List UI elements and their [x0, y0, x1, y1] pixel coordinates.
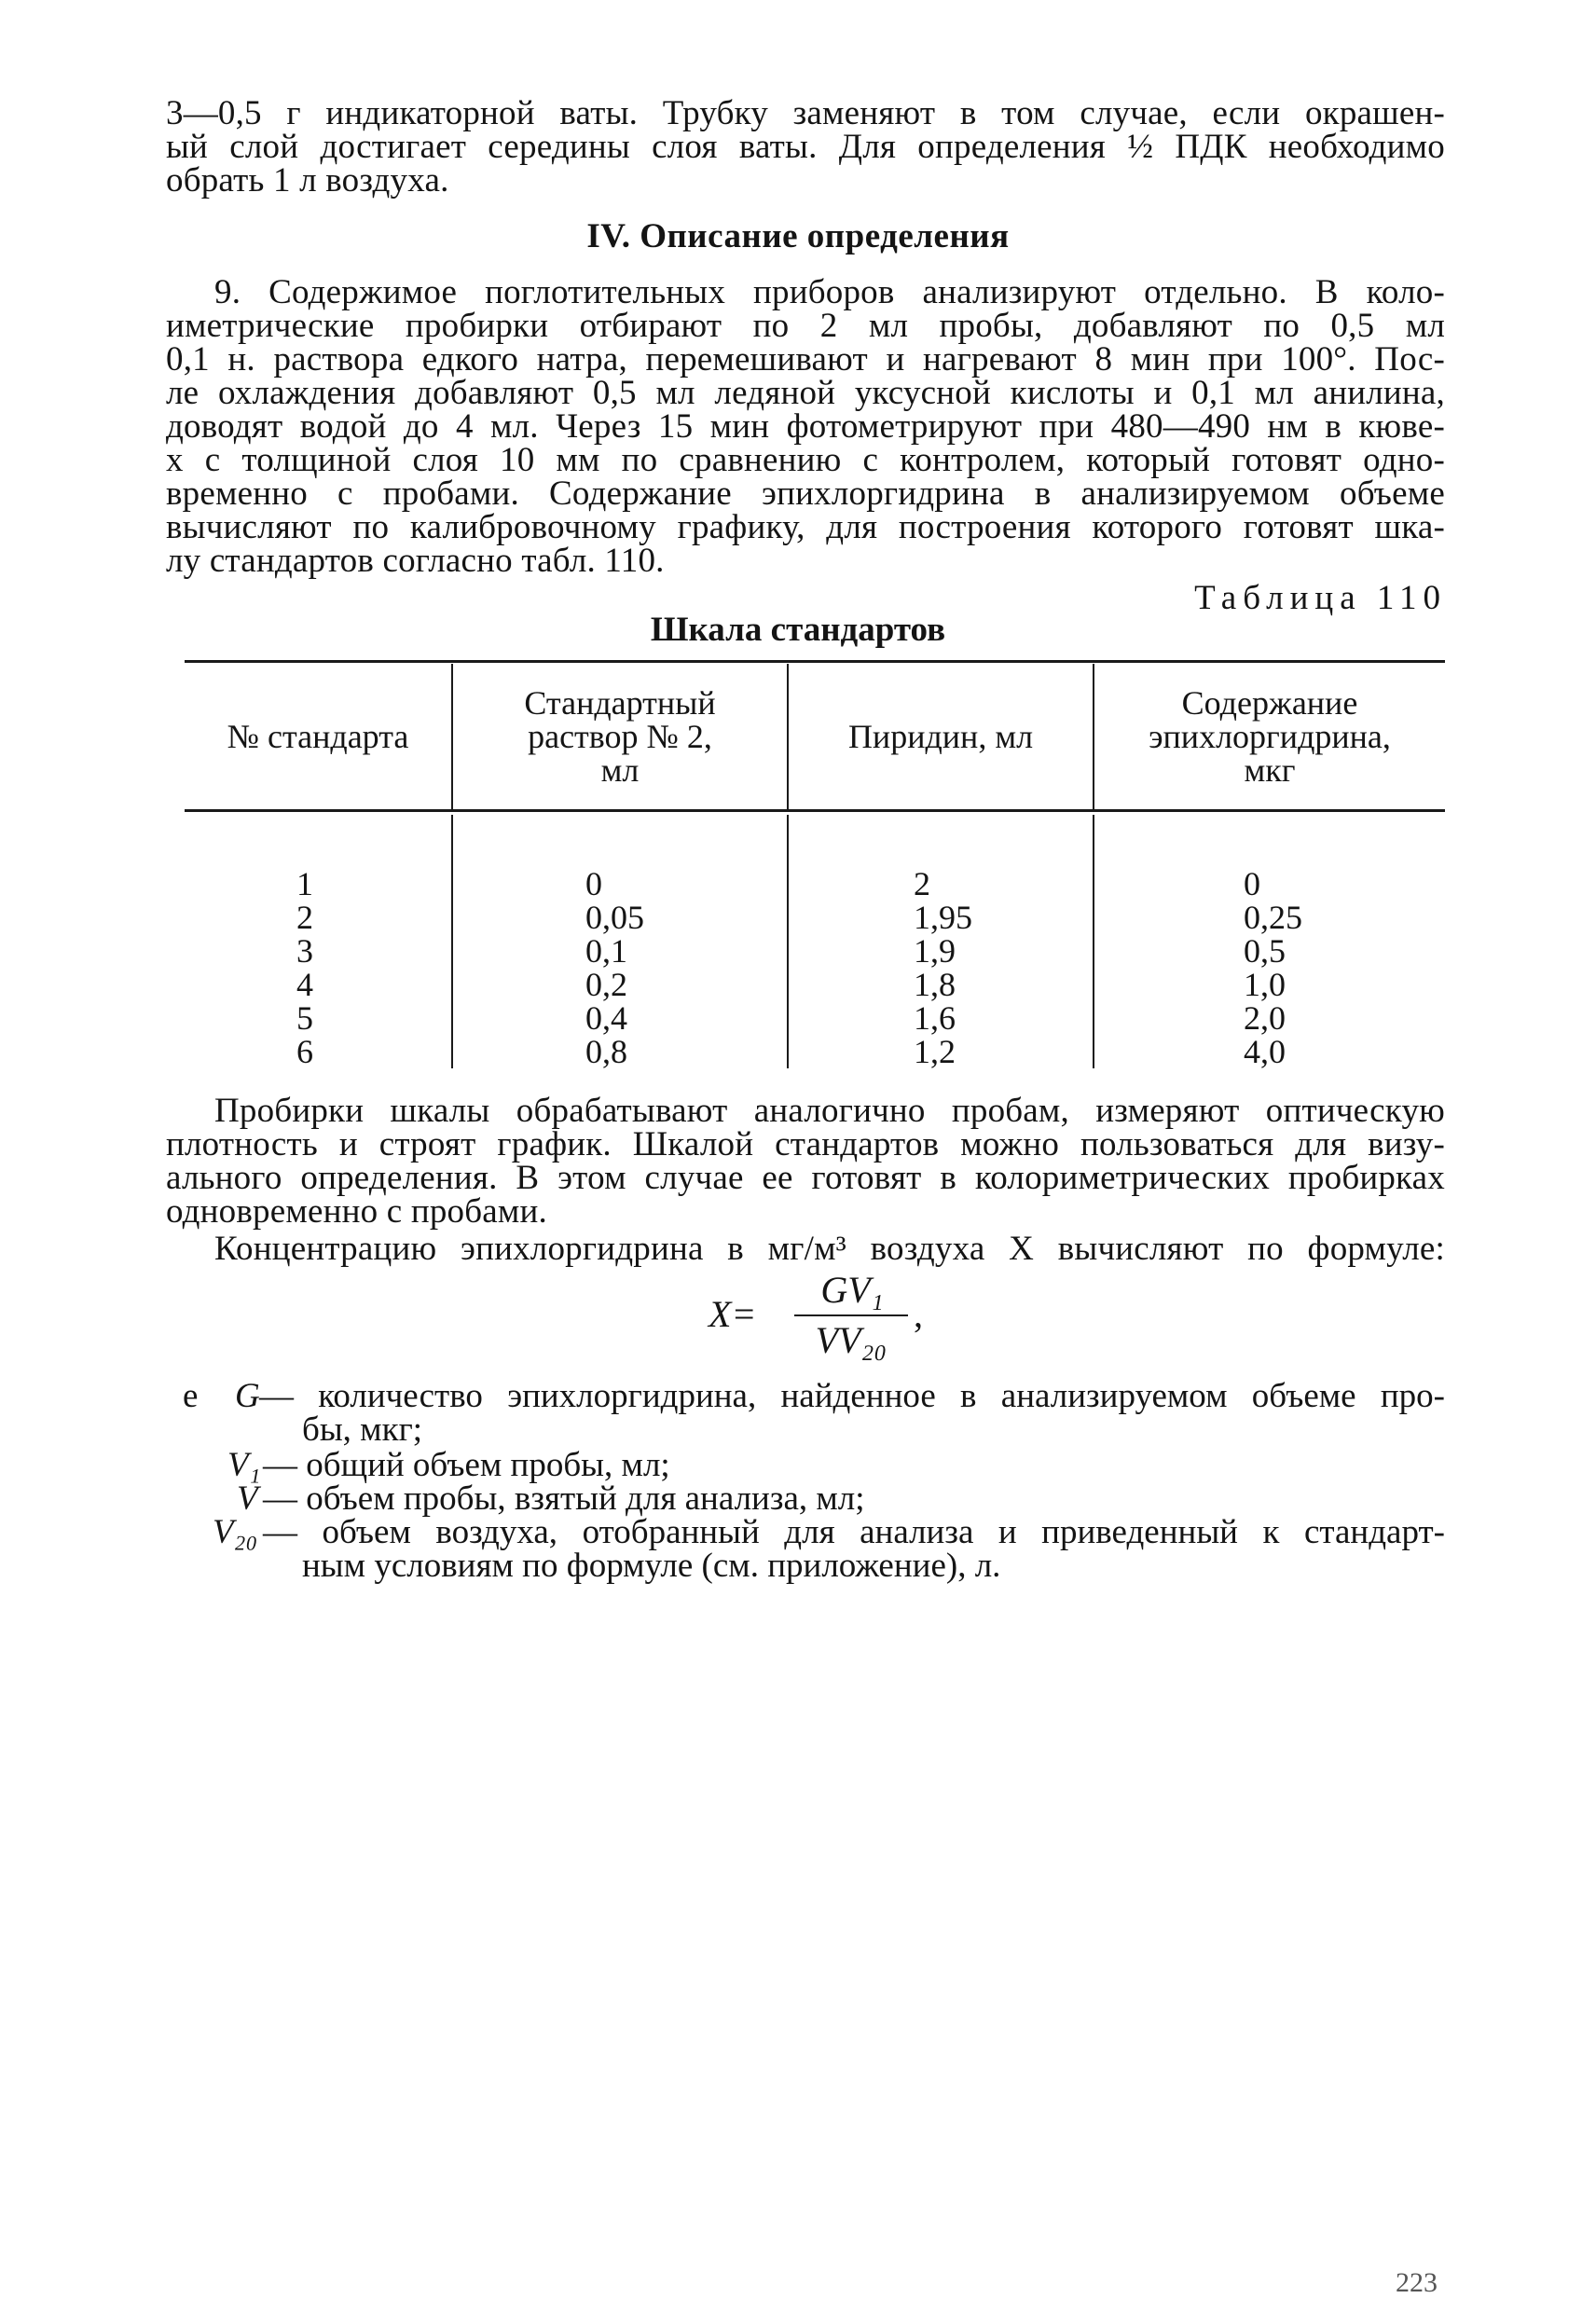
formula-trailing-comma: , — [914, 1293, 923, 1335]
section-heading: IV. Описание определения — [586, 217, 1010, 255]
header-text: № стандарта — [227, 718, 409, 755]
header-standard-number — [185, 720, 451, 753]
legend-symbol: V — [237, 1479, 258, 1518]
column-divider — [451, 815, 453, 1068]
text-line: х с толщиной слоя 10 мм по сравнению с контролем, который готовят одно- — [166, 441, 1445, 479]
formula-denominator: VV₂₀ — [815, 1319, 887, 1361]
legend-text-continued: ным условиям по формуле (см. приложение), л. — [302, 1547, 1001, 1585]
text-line: 3—0,5 г индикаторной ваты. Трубку заменяют в том случае, если окрашен- — [166, 94, 1445, 132]
text-line: обрать 1 л воздуха. — [166, 161, 449, 200]
table-cell: 0,25 — [1244, 899, 1302, 936]
table-cell: 1,8 — [914, 966, 956, 1003]
text-line: лу стандартов согласно табл. 110. — [166, 542, 665, 580]
table-cell: 0,2 — [585, 966, 627, 1003]
header-text: мл — [600, 751, 640, 789]
page-number: 223 — [1396, 2267, 1438, 2298]
text-line: Пробирки шкалы обрабатывают аналогично пробам, измеряют оптическую — [214, 1092, 1445, 1130]
text-line: ый слой достигает середины слоя ваты. Для определения ½ ПДК необходимо — [166, 128, 1445, 166]
text-line: иметрические пробирки отбирают по 2 мл пробы, добавляют по 0,5 мл — [166, 307, 1445, 345]
column-divider — [787, 815, 789, 1068]
table-cell: 2,0 — [1244, 999, 1286, 1037]
table-cell: 0 — [1244, 865, 1260, 902]
formula-numerator: GV₁ — [820, 1269, 884, 1311]
table-cell: 1,2 — [914, 1033, 956, 1070]
table-cell: 2 — [914, 865, 930, 902]
formula-intro-paragraph — [166, 1232, 1445, 1266]
text-line: 0,1 н. раствора едкого натра, перемешивают и нагревают 8 мин при 100°. Пос- — [166, 340, 1445, 378]
paragraph-9 — [166, 273, 1445, 580]
table-cell: 1,6 — [914, 999, 956, 1037]
paragraph-after-table — [166, 1094, 1445, 1229]
table-cell: 5 — [296, 999, 313, 1037]
text-line: вычисляют по калибровочному графику, для построения которого готовят шка- — [166, 508, 1445, 546]
table-cell: 4 — [296, 966, 313, 1003]
header-text: эпихлоргидрина, — [1149, 718, 1391, 755]
table-cell: 0 — [585, 865, 602, 902]
text-line: ле охлаждения добавляют 0,5 мл ледяной уксусной кислоты и 0,1 мл анилина, — [166, 374, 1445, 412]
text-line: плотность и строят график. Шкалой стандартов можно пользоваться для визу- — [166, 1125, 1445, 1163]
legend-text: — количество эпихлоргидрина, найденное в анализируемом объеме про- — [259, 1377, 1445, 1415]
header-text: Содержание — [1181, 684, 1358, 722]
legend-symbol: V₂₀ — [213, 1513, 258, 1551]
column-epichlorohydrin-content — [1244, 867, 1302, 1068]
table-cell: 1,9 — [914, 932, 956, 970]
column-pyridine — [914, 867, 972, 1068]
legend-text: — объем пробы, взятый для анализа, мл; — [263, 1479, 865, 1518]
table-cell: 6 — [296, 1033, 313, 1070]
table-cell: 1,0 — [1244, 966, 1286, 1003]
text-line: временно с пробами. Содержание эпихлоргидрина в анализируемом объеме — [166, 475, 1445, 513]
table-cell: 4,0 — [1244, 1033, 1286, 1070]
table-title: Шкала стандартов — [650, 611, 946, 649]
intro-paragraph — [166, 94, 1445, 200]
table-cell: 1,95 — [914, 899, 972, 936]
table-cell: 0,1 — [585, 932, 627, 970]
header-text: мкг — [1244, 751, 1296, 789]
table-cell: 2 — [296, 899, 313, 936]
column-standard-number — [296, 867, 313, 1068]
table-top-rule — [185, 660, 1445, 663]
formula-lhs: X= — [709, 1293, 757, 1335]
text-line: 9. Содержимое поглотительных приборов анализируют отдельно. В коло- — [214, 273, 1445, 311]
header-epichlorohydrin-content — [1094, 686, 1445, 787]
table-cell: 3 — [296, 932, 313, 970]
header-text: Пиридин, мл — [847, 718, 1034, 755]
table-cell: 1 — [296, 865, 313, 902]
legend-text: — общий объем пробы, мл; — [263, 1446, 670, 1484]
text-line: одновременно с пробами. — [166, 1192, 547, 1231]
table-header-rule — [185, 809, 1445, 812]
table-cell: 0,4 — [585, 999, 627, 1037]
header-pyridine — [789, 720, 1093, 753]
legend-symbol: G — [235, 1377, 260, 1415]
legend-symbol: V₁ — [227, 1446, 261, 1484]
column-divider — [1093, 815, 1094, 1068]
legend-text-continued: бы, мкг; — [302, 1411, 423, 1449]
legend-prefix: е — [183, 1377, 199, 1415]
table-caption: Таблица 110 — [1194, 579, 1447, 617]
header-text: раствор № 2, — [528, 718, 712, 755]
table-cell: 0,8 — [585, 1033, 627, 1070]
header-text: Стандартный — [524, 684, 716, 722]
legend-text: — объем воздуха, отобранный для анализа и приведенный к стандарт- — [263, 1513, 1445, 1551]
text-line: доводят водой до 4 мл. Через 15 мин фотометрируют при 480—490 нм в кюве- — [166, 407, 1445, 446]
fraction-bar — [794, 1314, 908, 1316]
text-line: Концентрацию эпихлоргидрина в мг/м³ воздуха X вычисляют по формуле: — [214, 1230, 1445, 1268]
text-line: ального определения. В этом случае ее готовят в колориметрических пробирках — [166, 1159, 1445, 1197]
header-standard-solution — [453, 686, 787, 787]
table-cell: 0,5 — [1244, 932, 1286, 970]
column-standard-solution — [585, 867, 644, 1068]
table-cell: 0,05 — [585, 899, 644, 936]
